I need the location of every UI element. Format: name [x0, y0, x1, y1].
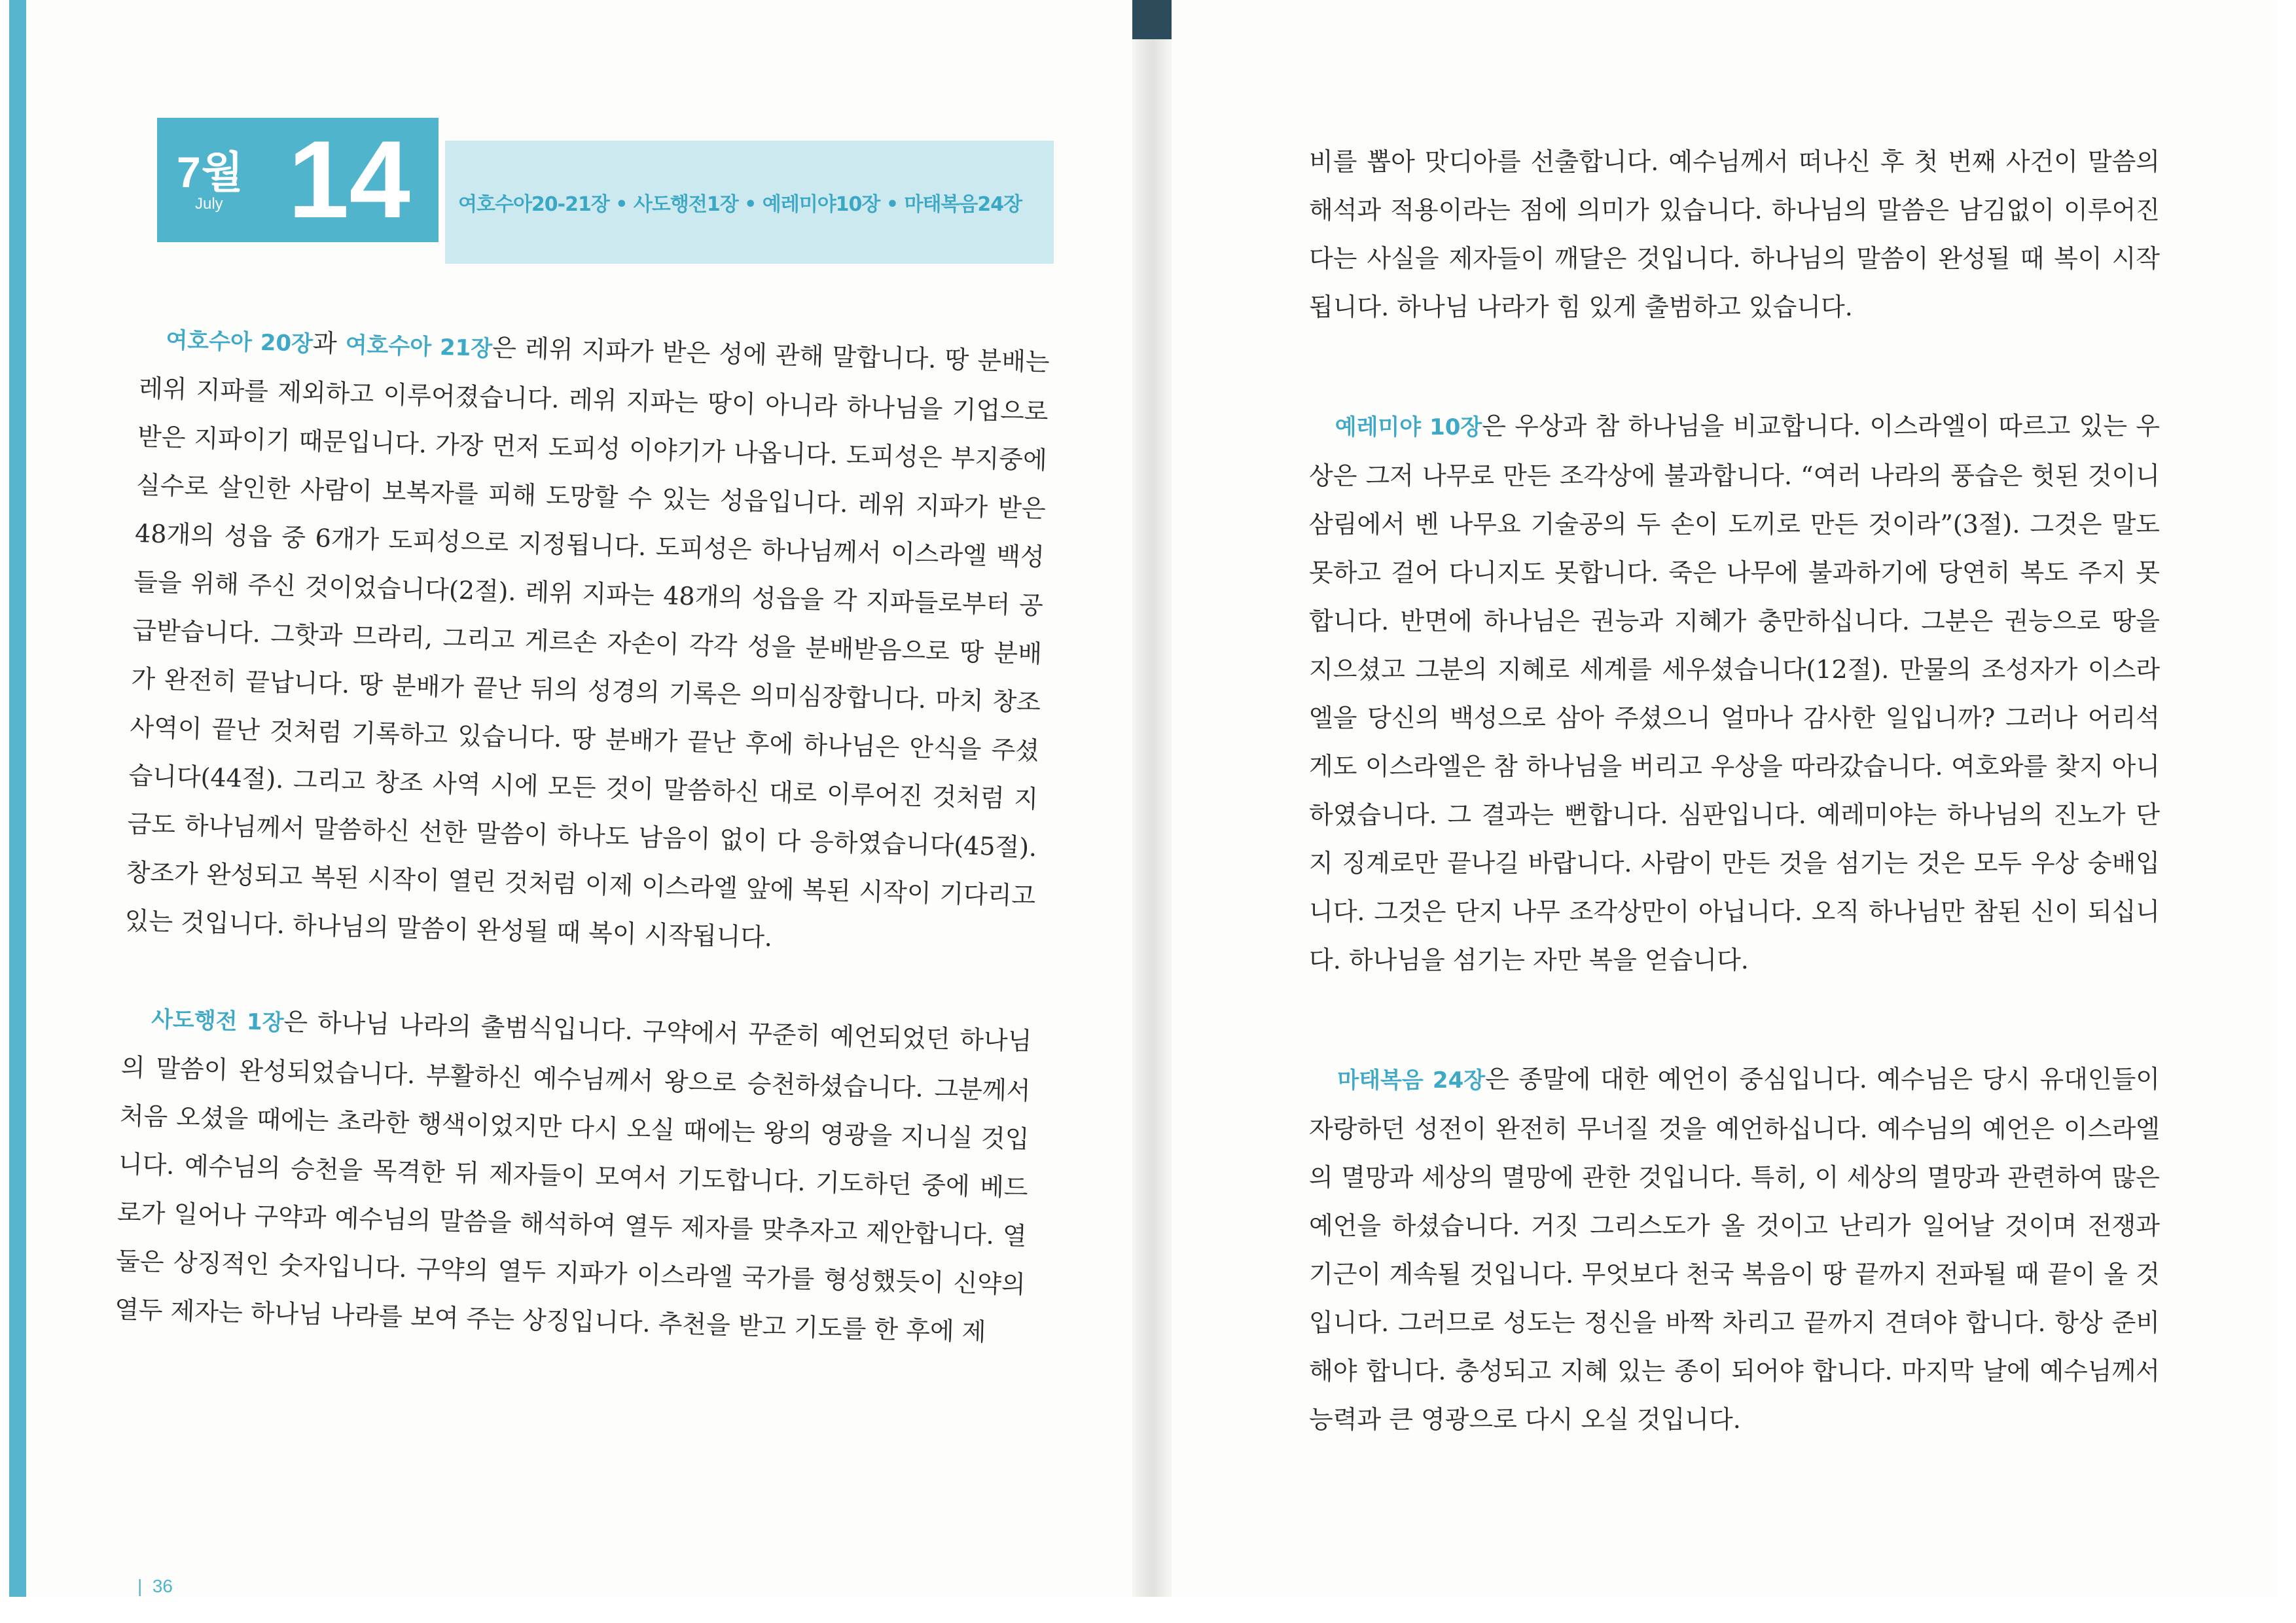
date-day: 14 — [288, 118, 410, 241]
reading-banner — [445, 141, 1054, 264]
left-page-edge — [9, 0, 26, 1597]
right-page-text — [1309, 137, 2160, 1444]
keyword-matthew-24: 마태복음 24장 — [1337, 1067, 1486, 1094]
paragraph-jeremiah — [1309, 402, 2160, 984]
paragraph-text: 비를 뽑아 맛디아를 선출합니다. 예수님께서 떠나신 후 첫 번째 사건이 말씀의 해석과 적용이라는 점에 의미가 있습니다. 하나님의 말씀은 남김없이 이루어진다는 사실을 제자들이 깨달은 것입니다. 하나님의 말씀이 완성될 때 복이 시작됩니다. 하나님 나라가 힘 있게 출범하고 있습니다. — [1309, 147, 2160, 321]
paragraph-text: 과 — [312, 328, 346, 359]
date-month: 7월 — [177, 148, 244, 196]
paragraph-text: 은 우상과 참 하나님을 비교합니다. 이스라엘이 따르고 있는 우상은 그저 나무로 만든 조각상에 불과합니다. “여러 나라의 풍습은 헛된 것이니 삼림에서 벤 나무요 기술공의 두 손이 도끼로 만든 것이라”(3절). 그것은 말도 못하고 걸어 다니지도 못합니다. 죽은 나무에 불과하기에 당연히 복도 주지 못합니다. 반면에 하나님은 권능과 지혜가 충만하십니다. 그분은 권능으로 땅을 지으셨고 그분의 지혜로 세계를 세우셨습니다(12절). 만물의 조성자가 이스라엘을 당신의 백성으로 삼아 주셨으니 얼마나 감사한 일입니까? 그러나 어리석게도 이스라엘은 참 하나님을 버리고 우상을 따라갔습니다. 여호와를 찾지 아니하였습니다. 그 결과는 뻔합니다. 심판입니다. 예레미야는 하나님의 진노가 단지 징계로만 끝나길 바랍니다. 사람이 만든 것을 섬기는 것은 모두 우상 숭배입니다. 그것은 단지 나무 조각상만이 아닙니다. 오직 하나님만 참된 신이 되십니다. 하나님을 섬기는 자만 복을 얻습니다. — [1309, 412, 2160, 974]
page-number: | 36 — [137, 1576, 173, 1596]
paragraph-text: 은 종말에 대한 예언이 중심입니다. 예수님은 당시 유대인들이 자랑하던 성전이 완전히 무너질 것을 예언하십니다. 예수님의 예언은 이스라엘의 멸망과 세상의 멸망에 관한 것입니다. 특히, 이 세상의 멸망과 관련하여 많은 예언을 하셨습니다. 거짓 그리스도가 올 것이고 난리가 일어날 것이며 전쟁과 기근이 계속될 것입니다. 무엇보다 천국 복음이 땅 끝까지 전파될 때 끝이 올 것입니다. 그러므로 성도는 정신을 바짝 차리고 끝까지 견뎌야 합니다. 항상 준비해야 합니다. 충성되고 지혜 있는 종이 되어야 합니다. 마지막 날에 예수님께서 능력과 큰 영광으로 다시 오실 것입니다. — [1309, 1065, 2160, 1434]
keyword-joshua-21: 여호수아 21장 — [345, 332, 493, 363]
paragraph-acts — [114, 993, 1032, 1357]
keyword-joshua-20: 여호수아 20장 — [165, 327, 314, 357]
book-gutter — [1132, 0, 1172, 1597]
keyword-acts-1: 사도행전 1장 — [151, 1006, 284, 1037]
page-number-value: 36 — [152, 1576, 173, 1596]
paragraph-joshua — [124, 314, 1050, 969]
left-page-text — [114, 314, 1050, 1357]
date-block — [157, 118, 439, 242]
paragraph-acts-continued — [1309, 137, 2160, 331]
paragraph-matthew — [1309, 1055, 2160, 1444]
date-english-month: July — [195, 195, 223, 213]
paragraph-text: 은 하나님 나라의 출범식입니다. 구약에서 꾸준히 예언되었던 하나님의 말씀이 완성되었습니다. 부활하신 예수님께서 왕으로 승천하셨습니다. 그분께서 처음 오셨을 때에는 초라한 행색이었지만 다시 오실 때에는 왕의 영광을 지니실 것입니다. 예수님의 승천을 목격한 뒤 제자들이 모여서 기도합니다. 기도하던 중에 베드로가 일어나 구약과 예수님의 말씀을 해석하여 열두 제자를 맞추자고 제안합니다. 열둘은 상징적인 숫자입니다. 구약의 열두 지파가 이스라엘 국가를 형성했듯이 신약의 열두 제자는 하나님 나라를 보여 주는 상징입니다. 추천을 받고 기도를 한 후에 제 — [114, 1007, 1032, 1347]
keyword-jeremiah-10: 예레미야 10장 — [1335, 414, 1482, 440]
paragraph-text: 은 레위 지파가 받은 성에 관해 말합니다. 땅 분배는 레위 지파를 제외하고 이루어졌습니다. 레위 지파는 땅이 아니라 하나님을 기업으로 받은 지파이기 때문입니다. 가장 먼저 도피성 이야기가 나옵니다. 도피성은 부지중에 실수로 살인한 사람이 보복자를 피해 도망할 수 있는 성읍입니다. 레위 지파가 받은 48개의 성읍 중 6개가 도피성으로 지정됩니다. 도피성은 하나님께서 이스라엘 백성들을 위해 주신 것이었습니다(2절). 레위 지파는 48개의 성읍을 각 지파들로부터 공급받습니다. 그핫과 므라리, 그리고 게르손 자손이 각각 성을 분배받음으로 땅 분배가 완전히 끝납니다. 땅 분배가 끝난 뒤의 성경의 기록은 의미심장합니다. 마치 창조 사역이 끝난 것처럼 기록하고 있습니다. 땅 분배가 끝난 후에 하나님은 안식을 주셨습니다(44절). 그리고 창조 사역 시에 모든 것이 말씀하신 대로 이루어진 것처럼 지금도 하나님께서 말씀하신 선한 말씀이 하나도 남음이 없이 다 응하였습니다(45절). 창조가 완성되고 복된 시작이 열린 것처럼 이제 이스라엘 앞에 복된 시작이 기다리고 있는 것입니다. 하나님의 말씀이 완성될 때 복이 시작됩니다. — [124, 333, 1050, 952]
reading-list: 여호수아20-21장 • 사도행전1장 • 예레미야10장 • 마태복음24장 — [458, 193, 1022, 216]
